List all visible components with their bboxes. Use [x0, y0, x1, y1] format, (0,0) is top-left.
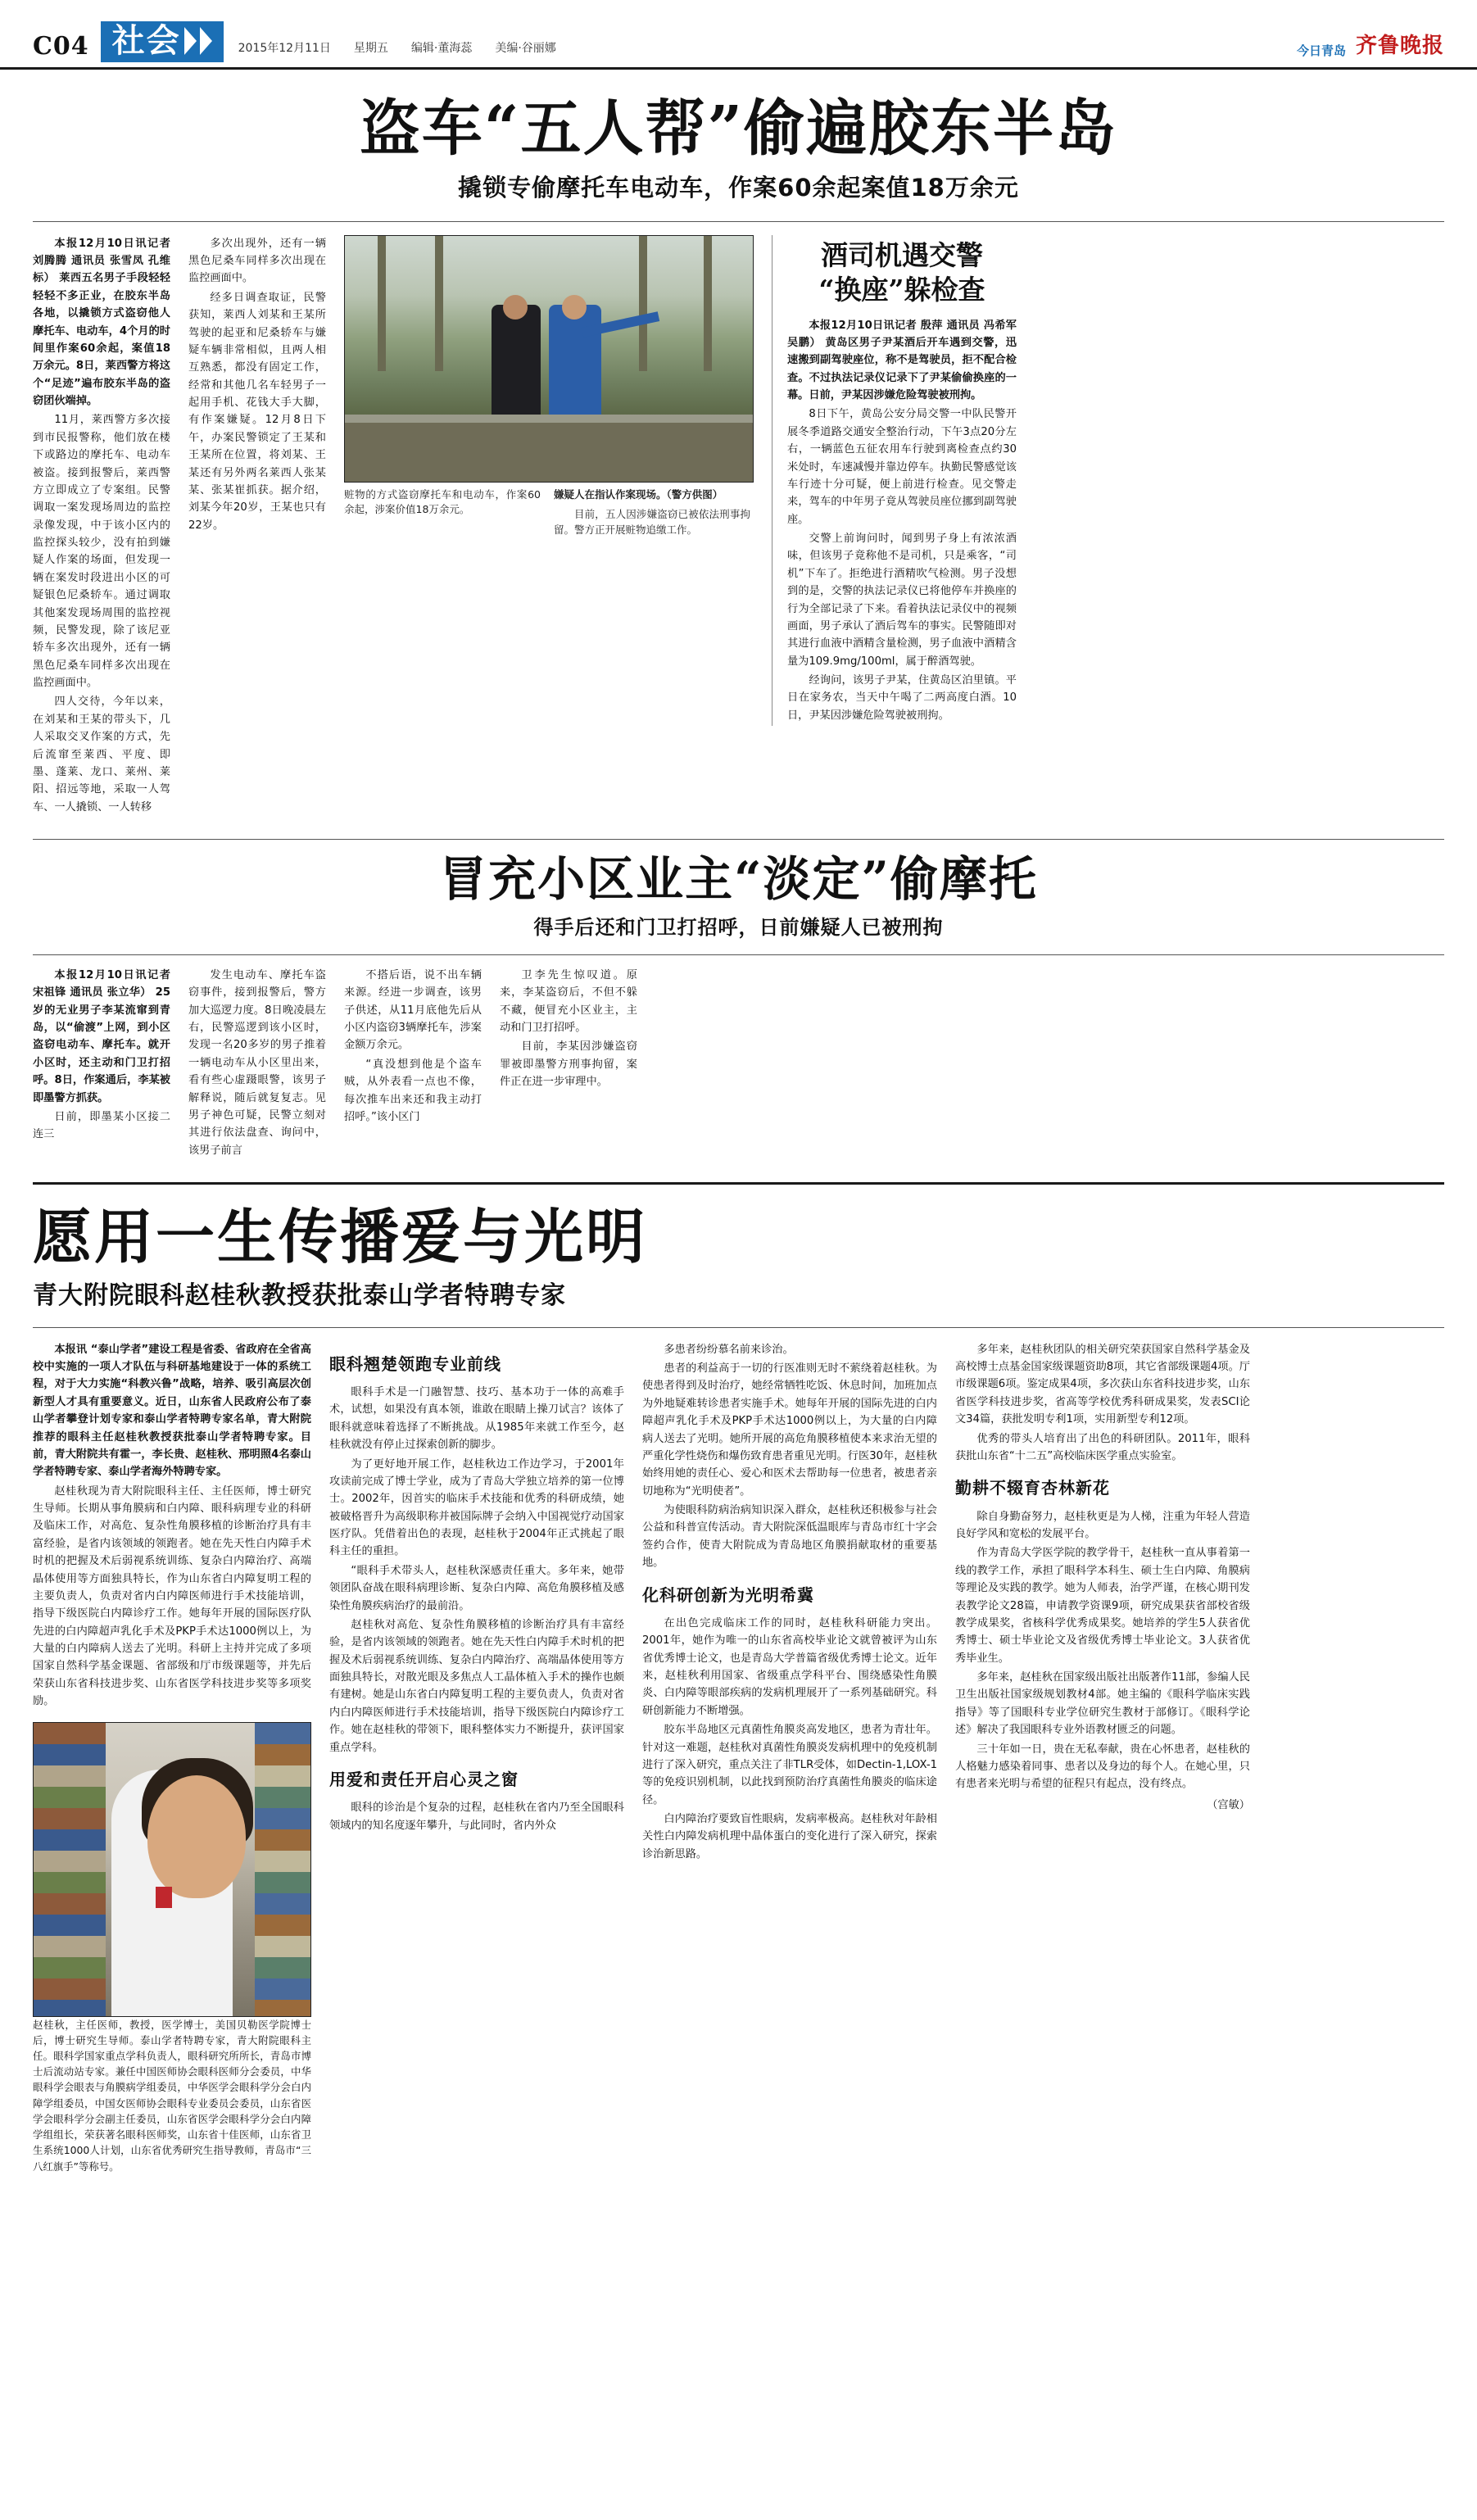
paragraph: 白内障治疗要致盲性眼病，发病率极高。赵桂秋对年龄相关性白内障发病机理中晶体蛋白的变化进行了深入研究，探索诊治新思路。 [642, 1813, 937, 1861]
story-3-col-2 [329, 1341, 624, 1836]
edition-label: 今日青岛 [1296, 43, 1346, 58]
paragraph: 多年来，赵桂秋团队的相关研究荣获国家自然科学基金及高校博士点基金国家级课题资助8项，其它省部级课题4项。厅市级课题6项。鉴定成果4项，多次获山东省科技进步奖，山东省医学科技进步奖，省高等学校优秀科研成果奖，发表SCI论文34篇，获批发明专利1项，实用新型专利12项。 [955, 1343, 1250, 1426]
subsection-title-3: 化科研创新为光明希冀 [642, 1584, 814, 1605]
crime-scene-photo [344, 235, 754, 483]
masthead-meta [238, 39, 556, 62]
paper-title: 齐鲁晚报 [1355, 34, 1444, 58]
story-1-photo-block [344, 235, 754, 540]
story-1 [0, 93, 1477, 818]
story-2-col-2 [188, 967, 326, 1161]
story-3-headline: 愿用一生传播爱与光明 [33, 1202, 648, 1272]
story-2-subhead: 得手后还和门卫打招呼，日前嫌疑人已被刑拘 [533, 915, 944, 939]
subsection-title-2: 用爱和责任开启心灵之窗 [329, 1769, 519, 1789]
page-number: C04 [33, 32, 89, 61]
paragraph: 卫李先生惊叹道。原来，李某盗窃后，不但不躲不藏，便冒充小区业主，主动和门卫打招呼。 [500, 968, 637, 1035]
paragraph: 本报12月10日讯记者 刘腾腾 通讯员 张雪凤 孔维标） 莱西五名男子手段轻轻轻轻不多正业，在胶东半岛各地，以撬锁方式盗窃他人摩托车、电动车，4个月的时间里作案60余起，案值18万余元。8日，莱西警方将这个“足迹”遍布胶东半岛的盗窃团伙端掉。 [33, 237, 170, 408]
subsection-title-4: 勤耕不辍育杏林新花 [955, 1478, 1110, 1498]
story-2-col-1 [33, 967, 170, 1145]
paragraph: 作为青岛大学医学院的教学骨干，赵桂秋一直从事着第一线的教学工作，承担了眼科学本科生、硕士生白内障、角膜病等理论及实践的教学。她为人师表，治学严谨，在核心期刊发表教学论文28篇，申请教学资课9项，研究成果获省部校省级教学成果奖，省核科学优秀成果奖。她培养的学生5人获省优秀博士、硕士毕业论文及省级优秀博士毕业论文。3人获省优秀毕业生。 [955, 1547, 1250, 1665]
paragraph: 11月，莱西警方多次接到市民报警称，他们放在楼下或路边的摩托车、电动车被盗。接到报警后，莱西警方立即成立了专案组。民警调取一案发现场周边的监控录像发现，中于该小区内的监控探头较少，没有拍到嫌疑人作案的场面，但发现一辆在案发时段进出小区的可疑银色尼桑轿车。通过调取其他案发现场周围的监控视频，民警发现，除了该尼亚轿车多次出现外，还有一辆黑色尼桑车同样多次出现在监控画面中。 [33, 414, 170, 690]
paragraph: 为了更好地开展工作，赵桂秋边工作边学习，于2001年攻读前完成了博士学业，成为了青岛大学独立培养的第一位博士。2002年，因首实的临床手术技能和优秀的科研成绩，她被破格晋升为高级职称并被国际牌子会纳入中国视觉疗动国家医疗队。凭借着出色的表现，赵桂秋于2004年正式挑起了眼科主任的重担。 [329, 1457, 624, 1558]
paragraph: “眼科手术带头人，赵桂秋深感责任重大。多年来，她带领团队奋战在眼科病理诊断、复杂白内障、高危角膜移植及感染性角膜疾病治疗的最前沿。 [329, 1564, 624, 1612]
story-2-headline: 冒充小区业主“淡定”偷摩托 [439, 851, 1038, 908]
story-1-headline: 盗车“五人帮”偷遍胶东半岛 [359, 93, 1118, 164]
paragraph: 交警上前询问时，闻到男子身上有浓浓酒味，但该男子竟称他不是司机，只是乘客，“司机”下车了。拒绝进行酒精吹气检测。男子没想到的是，交警的执法记录仪已将他停车并换座的行为全部记录了下来。看着执法记录仪中的视频画面，男子承认了酒后驾车的事实。民警随即对其进行血液中酒精含量检测，男子血液中酒精含量为109.9mg/100ml，属于醉酒驾驶。 [787, 533, 1017, 668]
paragraph: 经询问，该男子尹某，住黄岛区泊里镇。平日在家务农，当天中午喝了二两高度白酒。10日，尹某因涉嫌危险驾驶被刑拘。 [787, 674, 1017, 722]
photo-caption: 嫌疑人在指认作案现场。（警方供图） [554, 487, 723, 501]
editor-credit: 编辑·董海蕊 [410, 42, 473, 55]
paragraph: 经多日调查取证，民警获知，莱西人刘某和王某所驾驶的起亚和尼桑轿车与嫌疑车辆非常相似，且两人相互熟悉，都没有固定工作，经常和其他几名车轻男子一起用手机、花钱大手大脚，有作案嫌疑。12月8日下午，办案民警锁定了王某和王某所在位置，将刘某、王某还有另外两名莱西人张某某、张某崔抓获。据介绍，刘某今年20岁，王某也只有22岁。 [188, 291, 326, 532]
paragraph: 在出色完成临床工作的同时，赵桂秋科研能力突出。2001年，她作为唯一的山东省高校毕业论文就曾被评为山东省优秀博士论文，也是青岛大学普篇省级优秀博士论文。近年来，赵桂秋利用国家、省级重点学科平台、围绕感染性角膜炎、白内障等眼部疾病的发病机理展开了一系列基础研究。科研创新能力不断增强。 [642, 1616, 937, 1717]
paragraph: 多患者纷纷慕名前来诊治。 [664, 1343, 794, 1356]
sidebar-title-line2: “换座”躲检查 [818, 273, 985, 306]
subsection-title-1: 眼科翘楚领跑专业前线 [329, 1353, 501, 1374]
paragraph: 三十年如一日，贵在无私奉献，贵在心怀患者，赵桂秋的人格魅力感染着同事、患者以及身边的每个人。在她心里，只有患者来光明与希望的征程只有起点，没有终点。 [955, 1743, 1250, 1791]
section-badge [101, 21, 224, 62]
story-1-col-2 [188, 235, 326, 536]
byline: （宫敏） [1207, 1798, 1250, 1811]
sidebar-title-line1: 酒司机遇交警 [821, 238, 983, 271]
story-2-body [33, 967, 1444, 1161]
paragraph: 8日下午，黄岛公安分局交警一中队民警开展冬季道路交通安全整治行动，下午3点20分左右，一辆蓝色五征农用车行驶到离检查点约30米处时，车速减慢并靠边停车。执勤民警感觉该车行迹十分可疑，便上前进行检查。见交警走来，驾车的中年男子竟从驾驶员座位挪到副驾驶座。 [787, 408, 1017, 526]
sidebar-body [787, 317, 1017, 725]
paragraph: 赵桂秋现为青大附院眼科主任、主任医师，博士研究生导师。长期从事角膜病和白内障、眼科病理专业的科研及临床工作，对高危、复杂性角膜移植的诊断治疗具有丰富经验，是省内该领域的领跑者。她在先天性白内障手术时机的把握及术后弱视系统训练、复杂白内障治疗、高端晶体使用等方面独具特长，作为山东省白内障复明工程的主要负责人，负责对省内白内障医师进行手术技能培训，指导下级医院白内障诊疗工作。她每年开展的国际医疗队先进的白内障超声乳化手术及PKP手术达1000例以上，为大量的白内障病人送去了光明。科研上主持并完成了多项国家自然科学基金课题、省部级和厅市级课题等，并先后荣获山东省科技进步奖、山东省医学科技进步奖等多项奖励。 [33, 1484, 311, 1708]
paragraph: 赵桂秋对高危、复杂性角膜移植的诊断治疗具有丰富经验，是省内该领域的领跑者。她在先天性白内障手术时机的把握及术后弱视系统训练、复杂白内障治疗、高端晶体使用等方面独具特长，对散光眼及多焦点人工晶体植入手术的操作也颇有建树。她是山东省白内障复明工程的主要负责人，负责对省内白内障医师进行手术技能培训，指导下级医院白内障诊疗工作。她在赵桂秋的带领下，眼科整体实力不断提升，获评国家重点学科。 [329, 1618, 624, 1754]
paragraph: 眼科的诊治是个复杂的过程，赵桂秋在省内乃至全国眼科领域内的知名度逐年攀升，与此同时，省内外众 [329, 1802, 624, 1832]
story-1-subhead: 撬锁专偷摩托车电动车，作案60余起案值18万余元 [458, 173, 1019, 202]
paragraph: 发生电动车、摩托车盗窃事件，接到报警后，警方加大巡逻力度。8日晚凌晨左右，民警巡逻到该小区时，发现一名20多岁的男子推着一辆电动车从小区里出来，看有些心虚蹑眼警，该男子解释说，随后就复复志。见男子神色可疑，民警立刻对其进行依法盘查、询问中，该男子前言 [188, 968, 326, 1157]
chevron-right-icon [184, 27, 197, 55]
story-2-col-3 [344, 967, 482, 1127]
paragraph: 胶东半岛地区元真菌性角膜炎高发地区，患者为青壮年。针对这一难题，赵桂秋对真菌性角膜炎发病机理中的免疫机制进行了深入研究，重点关注了非TLR受体，如Dectin-1,LOX-1等的免疫识别机制，以此找到预防治疗真菌性角膜炎的临床途径。 [642, 1724, 937, 1806]
story-3 [0, 1202, 1477, 2176]
photo-side-text: 赃物的方式盗窃摩托车和电动车，作案60余起，涉案价值18万余元。 [344, 487, 541, 516]
paragraph: 多年来，赵桂秋在国家级出版社出版著作11部，参编人民卫生出版社国家级规划教材4部。她主编的《眼科学临床实践指导》等了国眼科专业学位研究生教材于部修订。《眼科学论述》解决了我国眼科专业外语教材匮乏的问题。 [955, 1671, 1250, 1737]
paragraph: 本报讯 “泰山学者”建设工程是省委、省政府在全省高校中实施的一项人才队伍与科研基地建设于一体的系统工程，对于大力实施“科教兴鲁”战略，培养、吸引高层次创新型人才具有重要意义。近日，山东省人民政府公布了泰山学者攀登计划专家和泰山学者特聘专家名单，青大附院推荐的眼科主任赵桂秋教授获批泰山学者特聘专家。目前，青大附院共有霍一，李长贵、赵桂秋、邢明照4名泰山学者特聘专家、泰山学者海外特聘专家。 [33, 1343, 311, 1479]
doctor-portrait-photo [33, 1722, 311, 2017]
story-3-col-4 [955, 1341, 1250, 1815]
section-label: 社会 [111, 22, 181, 60]
paragraph: 除自身勤奋努力，赵桂秋更是为人梯，注重为年轻人营造良好学风和宽松的发展平台。 [955, 1510, 1250, 1541]
paragraph: 本报12月10日讯记者 殷萍 通讯员 冯希军 吴鹏） 黄岛区男子尹某酒后开车遇到交警，迅速搬到副驾驶座位，称不是驾驶员，拒不配合检查。不过执法记录仪记录下了尹某偷偷换座的一幕。日前，尹某因涉嫌危险驾驶被刑拘。 [787, 319, 1017, 402]
story-3-body [33, 1341, 1444, 2176]
paragraph: 为使眼科防病治病知识深入群众，赵桂秋还积极参与社会公益和科普宣传活动。青大附院深低温眼库与青岛市红十字会签约合作，使青大附院成为青岛地区角膜捐献取材的重要基地。 [642, 1504, 937, 1570]
masthead [0, 0, 1477, 70]
story-2-col-4 [500, 967, 637, 1093]
story-2 [0, 851, 1477, 1161]
paragraph: 患者的利益高于一切的行医准则无时不萦绕着赵桂秋。为使患者得到及时治疗，她经常牺牲吃饭、休息时间，加班加点为外地疑难转诊患者实施手术。她每年开展的国际先进的白内障超声乳化手术及PKP手术达1000例以上，为大量的白内障病人送去了光明。她所开展的高危角膜移植使本来求治无望的严重化学性烧伤和爆伤致育患者重见光明。行医30年，赵桂秋始终用她的责任心、爱心和医术去帮助每一位患者，被患者亲切地称为“光明使者”。 [642, 1362, 937, 1498]
paragraph: 四人交待，今年以来，在刘某和王某的带头下，几人采取交叉作案的方式，先后流窜至莱西、平度、即墨、蓬莱、龙口、莱州、莱阳、招远等地，采取一人驾车、一人撬锁、一人转移 [33, 696, 170, 814]
story-3-col-1 [33, 1341, 311, 2176]
issue-date: 2015年12月11日 [238, 42, 331, 55]
paragraph: 多次出现外，还有一辆黑色尼桑车同样多次出现在监控画面中。 [188, 237, 326, 285]
chevron-right-icon [200, 27, 212, 55]
paragraph: 日前，即墨某小区接二连三 [33, 1110, 170, 1141]
paragraph: 目前，李某因涉嫌盗窃罪被即墨警方刑事拘留，案件正在进一步审理中。 [500, 1040, 637, 1089]
paragraph: 优秀的带头人培育出了出色的科研团队。2011年，眼科获批山东省“十二五”高校临床医学重点实验室。 [955, 1432, 1250, 1462]
paragraph: 不搭后语，说不出车辆来源。经进一步调查，该男子供述，从11月底他先后从小区内盗窃3辆摩托车，涉案金额万余元。 [344, 968, 482, 1052]
story-1-body [33, 235, 1444, 818]
masthead-brand [1297, 29, 1444, 62]
story-1-col-1 [33, 235, 170, 818]
story-3-subhead: 青大附院眼科赵桂秋教授获批泰山学者特聘专家 [33, 1280, 566, 1310]
paragraph: 目前，五人因涉嫌盗窃已被依法刑事拘留。警方正开展赃物追缴工作。 [554, 508, 750, 537]
story-3-col-3 [642, 1341, 937, 1865]
paragraph: 眼科手术是一门融智慧、技巧、基本功于一体的高难手术，试想，如果没有真本领，谁敢在眼睛上操刀试言？该体了眼科就意味着选择了不断挑战。从1985年来就工作至今，赵桂秋就没有停止过探索创新的脚步。 [329, 1386, 624, 1452]
sidebar-story-1 [772, 235, 1017, 727]
issue-weekday: 星期五 [353, 42, 388, 55]
paragraph: 本报12月10日讯记者 宋祖锋 通讯员 张立华） 25岁的无业男子李某流窜到青岛，以“偷渡”上网，到小区盗窃电动车、摩托车。就开小区时，还主动和门卫打招呼。8日，作案通后，李某被即墨警方抓获。 [33, 968, 170, 1104]
portrait-caption: 赵桂秋，主任医师，教授，医学博士，美国贝勒医学院博士后，博士研究生导师。泰山学者特聘专家，青大附院眼科主任。眼科学国家重点学科负责人，眼科研究所所长，青岛市博士后流动站专家。兼任中国医师协会眼科医师分会委员，中华眼科学会眼表与角膜病学组委员，中华医学会眼科学分会白内障学组委员，中国女医师协会眼科专业委员会委员，山东省医学会眼科学分会副主任委员，山东省医学会眼科学分会白内障学组组长，荣获著名眼科医师奖，山东省十佳医师，山东省卫生系统1000人计划，山东省优秀研究生指导教师，青岛市“三八红旗手”等称号。 [33, 2018, 311, 2173]
designer-credit: 美编·谷丽娜 [495, 42, 556, 55]
paragraph: “真没想到他是个盗车贼，从外表看一点也不像，每次推车出来还和我主动打招呼。”该小区门 [344, 1058, 482, 1123]
